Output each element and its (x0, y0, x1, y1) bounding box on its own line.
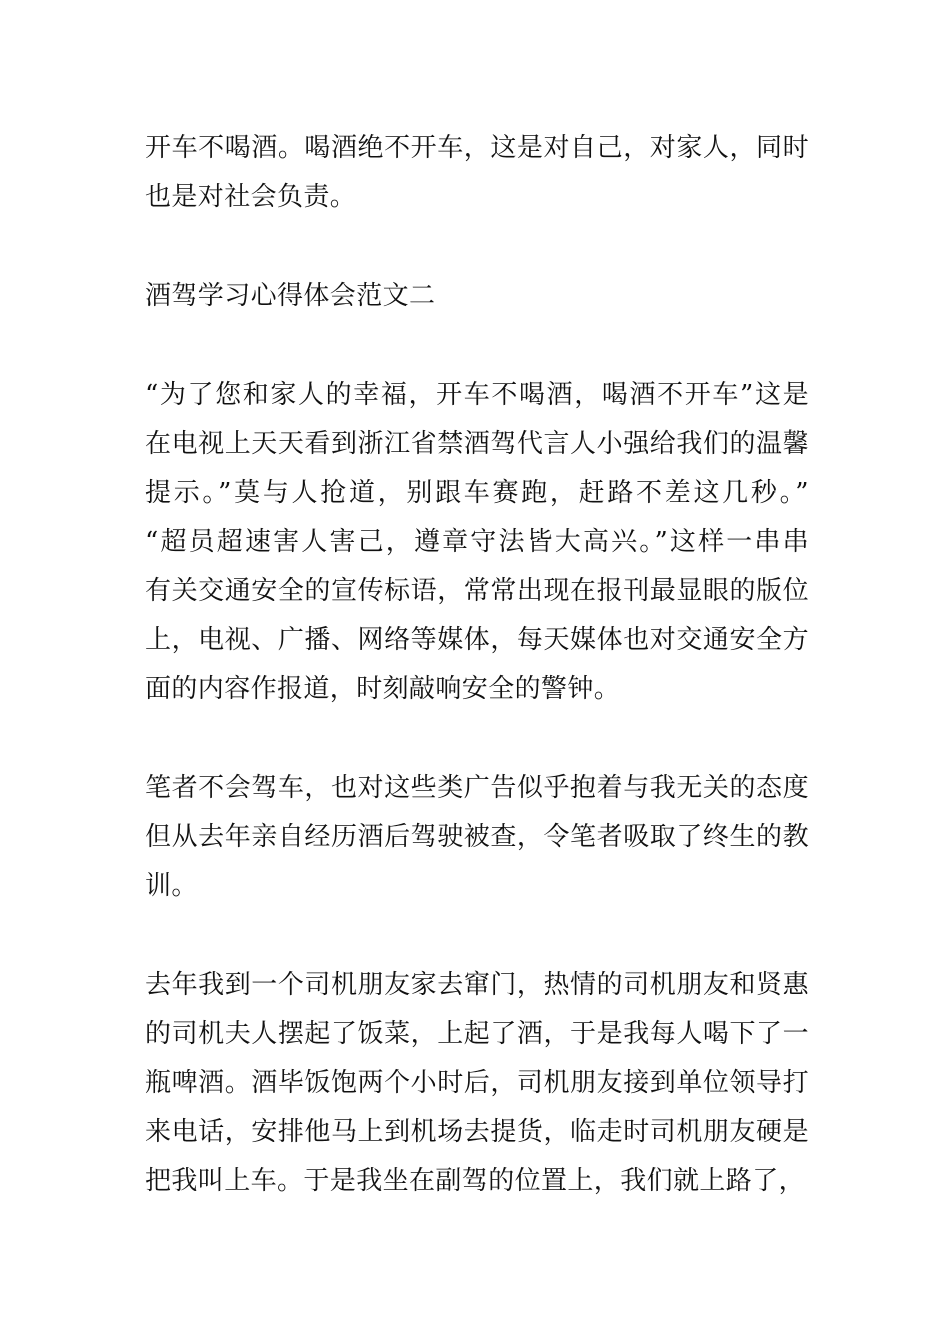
text-line: 去年我到一个司机朋友家去窜门，热情的司机朋友和贤惠 (145, 970, 809, 1000)
text-line: 提示。”莫与人抢道，别跟车赛跑，赶路不差这几秒。” (145, 478, 809, 508)
section-heading: 酒驾学习心得体会范文二 (145, 281, 436, 311)
text-line: 但从去年亲自经历酒后驾驶被查，令笔者吸取了终生的教 (145, 822, 809, 852)
text-line: “超员超速害人害己，遵章守法皆大高兴。”这样一串串 (145, 527, 809, 557)
text-line: 在电视上天天看到浙江省禁酒驾代言人小强给我们的温馨 (145, 429, 809, 459)
text-line: 有关交通安全的宣传标语，常常出现在报刊最显眼的版位 (145, 576, 809, 606)
paragraph-story (145, 961, 809, 1206)
text-line: 来电话，安排他马上到机场去提货，临走时司机朋友硬是 (145, 1117, 809, 1147)
text-line: 把我叫上车。于是我坐在副驾的位置上，我们就上路了， (145, 1166, 806, 1196)
document-body (145, 124, 809, 1256)
text-line: 开车不喝酒。喝酒绝不开车，这是对自己，对家人，同时 (145, 133, 809, 163)
text-line: 的司机夫人摆起了饭菜，上起了酒，于是我每人喝下了一 (145, 1019, 809, 1049)
text-line: “为了您和家人的幸福，开车不喝酒，喝酒不开车”这是 (145, 380, 809, 410)
text-line: 训。 (145, 871, 198, 901)
text-line: 笔者不会驾车，也对这些类广告似乎抱着与我无关的态度 (145, 773, 809, 803)
text-line: 也是对社会负责。 (145, 182, 357, 212)
paragraph-slogans (145, 371, 809, 714)
text-line: 面的内容作报道，时刻敲响安全的警钟。 (145, 674, 621, 704)
paragraph-author-experience (145, 764, 809, 911)
text-line: 瓶啤酒。酒毕饭饱两个小时后，司机朋友接到单位领导打 (145, 1068, 809, 1098)
paragraph-intro (145, 124, 809, 222)
text-line: 上，电视、广播、网络等媒体，每天媒体也对交通安全方 (145, 625, 809, 655)
